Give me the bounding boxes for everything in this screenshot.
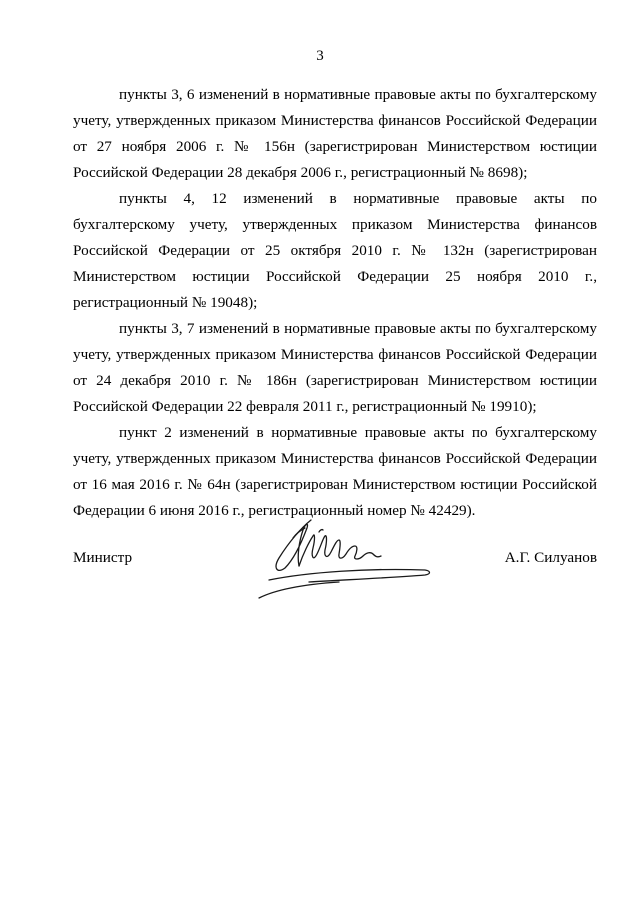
- paragraph-1: пункты 3, 6 изменений в нормативные правовые акты по бухгалтерскому учету, утвержденных приказом Министерства финансов Российской Федерации от 27 ноября 2006 г. № 156н (зарегистрирован Министерством юстиции Российской Федерации 28 декабря 2006 г., регистрационный № 8698);: [73, 86, 597, 181]
- handwritten-signature: [249, 510, 449, 605]
- paragraph-4: пункт 2 изменений в нормативные правовые акты по бухгалтерскому учету, утвержденных приказом Министерства финансов Российской Федерации от 16 мая 2016 г. № 64н (зарегистрирован Министерством юстиции Российской Федерации 6 июня 2016 г., регистрационный номер № 42429).: [73, 424, 597, 519]
- page-number: 3: [316, 48, 324, 64]
- signature-block: [73, 510, 597, 610]
- document-body: [73, 82, 597, 524]
- paragraph-3: пункты 3, 7 изменений в нормативные правовые акты по бухгалтерскому учету, утвержденных приказом Министерства финансов Российской Федерации от 24 декабря 2010 г. № 186н (зарегистрирован Министерством юстиции Российской Федерации 22 февраля 2011 г., регистрационный № 19910);: [73, 320, 597, 415]
- paragraph-2: пункты 4, 12 изменений в нормативные правовые акты по бухгалтерскому учету, утвержденных приказом Министерства финансов Российской Федерации от 25 октября 2010 г. № 132н (зарегистрирован Министерством юстиции Российской Федерации 25 ноября 2010 г., регистрационный № 19048);: [73, 190, 597, 311]
- signatory-name: А.Г. Силуанов: [504, 549, 597, 566]
- signatory-title: Министр: [73, 549, 133, 566]
